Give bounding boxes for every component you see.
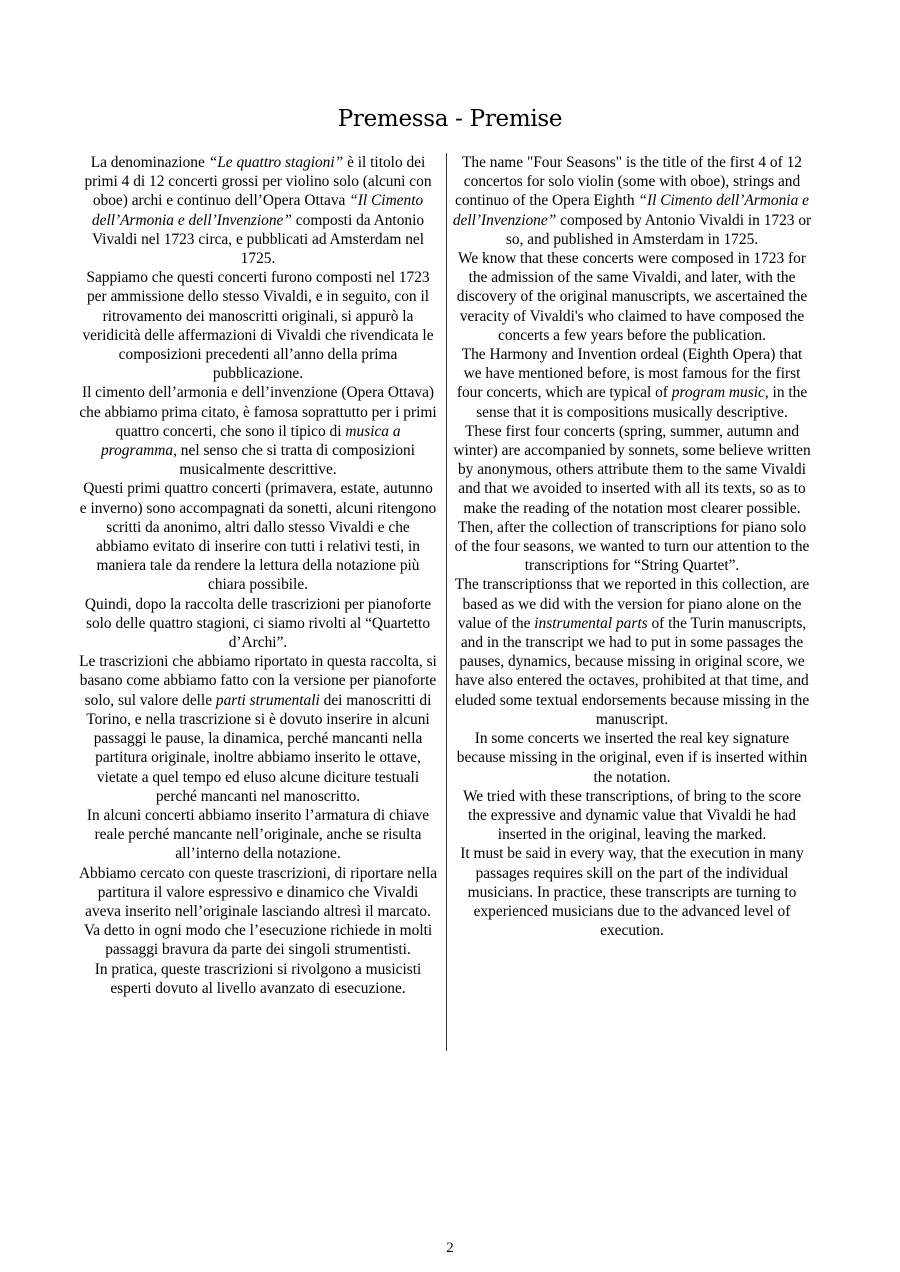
en-p3-term-italic: program music — [671, 384, 765, 402]
it-p6-text-2: dei manoscritti di Torino, e nella trascrizione si è dovuto inserire in alcuni passaggi le pause, la dinamica, perché mancanti nella partitura originale, inoltre abbiamo inserito le ottave, vietate a quel tempo ed eluso alcune diciture testuali perché mancanti nel manoscritto. — [86, 691, 432, 805]
it-p1-opera-italic: “Il Cimento dell’Armonia e dell’Invenzione” — [91, 192, 424, 229]
en-paragraph-7: In some concerts we inserted the real key signature because missing in the original, even if is inserted within the notation. — [456, 730, 808, 786]
en-p1-text-2: composed by Antonio Vivaldi in 1723 or so, and published in Amsterdam in 1725. — [505, 211, 812, 248]
en-paragraph-5: Then, after the collection of transcriptions for piano solo of the four seasons, we wanted to turn our attention to the transcriptions for “String Quartet”. — [454, 518, 810, 575]
it-p1-text: La denominazione — [90, 154, 209, 171]
it-p3-text-2: , nel senso che si tratta di composizioni musicalmente descrittive. — [173, 442, 416, 479]
en-paragraph-2: We know that these concerts were composed in 1723 for the admission of the same Vivaldi, and later, with the discovery of the original manuscripts, we ascertained the veracity of Vivaldi's who claimed to have composed the concerts a few years before the publication. — [456, 250, 808, 344]
en-p6-text: The transcriptionss that we reported in this collection, are based as we did with the version for piano alone on the value of the — [454, 576, 810, 632]
en-paragraph-6 — [452, 575, 812, 729]
it-p1-text-3: composti da Antonio Vivaldi nel 1723 circa, e pubblicati ad Amsterdam nel 1725. — [91, 211, 425, 268]
en-paragraph-4: These first four concerts (spring, summer, autumn and winter) are accompanied by sonnets, some believe written by anonymous, others attribute them to the same Vivaldi and that we avoided to inserted with all its texts, so as to make the reading of the notation most clearer possible. — [453, 422, 811, 517]
page-number: 2 — [446, 1240, 454, 1256]
it-p3-term-italic: musica a programma — [100, 422, 401, 460]
it-paragraph-9: Va detto in ogni modo che l’esecuzione richiede in molti passaggi bravura da parte dei singoli strumentisti. — [83, 922, 433, 959]
english-column — [452, 153, 812, 940]
en-p6-text-2: of the Turin manuscripts, and in the transcript we had to put in some passages the pauses, dynamics, because missing in original score, we have also entered the octaves, prohibited at that time, and eluded some textual endorsements because missing in the manuscript. — [454, 614, 810, 728]
it-paragraph-10: In pratica, queste trascrizioni si rivolgono a musicisti esperti dovuto al livello avanzato di esecuzione. — [94, 960, 422, 997]
en-p1-text: The name "Four Seasons" is the title of the first 4 of 12 concertos for solo violin (some with oboe), strings and continuo of the Opera Eighth — [455, 154, 802, 210]
it-paragraph-5: Quindi, dopo la raccolta delle trascrizioni per pianoforte solo delle quattro stagioni, ci siamo rivolti al “Quartetto d’Archi”. — [84, 595, 432, 652]
en-p6-term-italic: instrumental parts — [534, 614, 648, 632]
en-paragraph-3 — [452, 345, 812, 422]
it-paragraph-2: Sappiamo che questi concerti furono composti nel 1723 per ammissione dello stesso Vivaldi, e in seguito, con il ritrovamento dei manoscritti originali, si appurò la veridicità delle affermazioni di Vivaldi che rivendicata le composizioni precedenti all’anno della prima pubblicazione. — [82, 269, 434, 383]
it-paragraph-7: In alcuni concerti abbiamo inserito l’armatura di chiave reale perché mancante nell’originale, anche se risulta all’interno della notazione. — [86, 806, 430, 863]
column-divider — [446, 153, 447, 1051]
it-p1-text-2: è il titolo dei primi 4 di 12 concerti grossi per violino solo (alcuni con oboe) archi e continuo dell’Opera Ottava — [84, 154, 432, 210]
it-p6-term-italic: parti strumentali — [215, 691, 320, 709]
it-paragraph-4: Questi primi quattro concerti (primavera, estate, autunno e inverno) sono accompagnati da sonetti, alcuni ritengono scritti da anonimo, altri dallo stesso Vivaldi e che abbiamo evitato di inserire con tutti i relativi testi, in maniera tale da rendere la lettura della notazione più chiara possibile. — [79, 480, 437, 594]
page-title: Premessa - Premise — [337, 106, 563, 132]
en-p3-text-2: , in the sense that it is compositions musically descriptive. — [476, 384, 808, 421]
en-p1-opera-italic: “Il Cimento dell’Armonia e dell’Invenzione” — [452, 192, 809, 229]
it-paragraph-3 — [78, 383, 438, 479]
en-paragraph-9: It must be said in every way, that the execution in many passages requires skill on the part of the individual musicians. In practice, these transcripts are turning to experienced musicians due to the advanced level of execution. — [460, 845, 804, 940]
en-paragraph-1 — [452, 153, 812, 249]
it-p3-text: Il cimento dell’armonia e dell’invenzione (Opera Ottava) che abbiamo prima citato, è famosa soprattutto per i primi quattro concerti, che sono il tipico di — [79, 384, 437, 440]
en-paragraph-8: We tried with these transcriptions, of bring to the score the expressive and dynamic value that Vivaldi he had inserted in the original, leaving the marked. — [462, 787, 802, 844]
it-paragraph-6 — [78, 652, 438, 806]
it-paragraph-8: Abbiamo cercato con queste trascrizioni, di riportare nella partitura il valore espressivo e dinamico che Vivaldi aveva inserito nell’originale lasciando altresì il marcato. — [78, 864, 438, 920]
italian-column — [78, 153, 438, 998]
en-p3-text: The Harmony and Invention ordeal (Eighth Opera) that we have mentioned before, is most famous for the first four concerts, which are typical of — [456, 346, 803, 402]
it-p6-text: Le trascrizioni che abbiamo riportato in questa raccolta, si basano come abbiamo fatto con la versione per pianoforte solo, sul valore delle — [79, 653, 437, 709]
it-p1-title-italic: “Le quattro stagioni” — [208, 154, 344, 171]
it-paragraph-1 — [78, 153, 438, 268]
